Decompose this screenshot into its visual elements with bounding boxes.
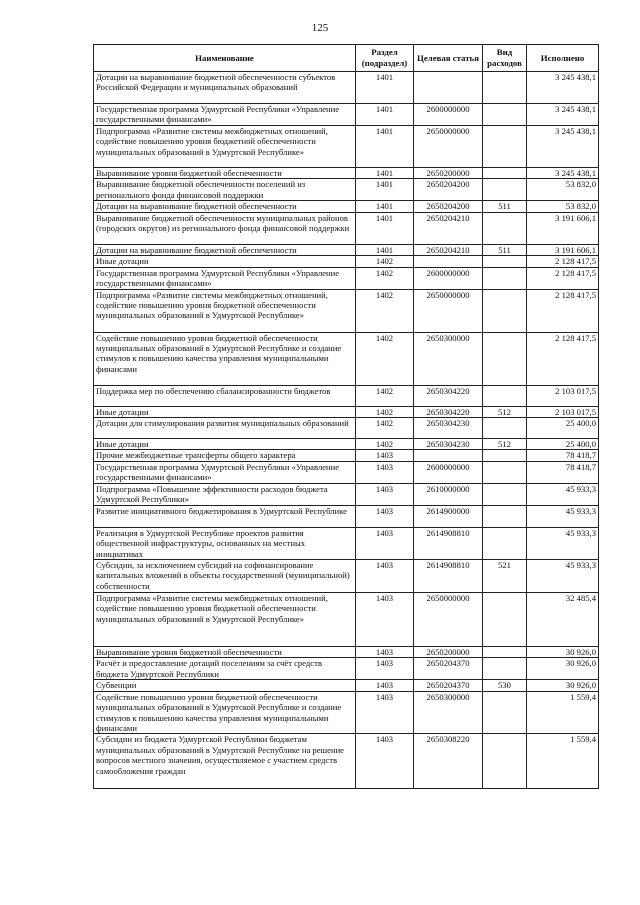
table-row <box>94 289 599 332</box>
table-row <box>94 593 599 647</box>
cell-kind <box>483 267 527 289</box>
cell-name: Субсидии из бюджета Удмуртской Республики бюджетам муниципальных образований в Удмуртской Республике на решение вопросов местного значения, осуществляемое с участием средств самообложения граждан <box>94 734 356 789</box>
cell-kind <box>483 527 527 559</box>
cell-section: 1401 <box>356 201 414 212</box>
cell-name: Подпрограмма «Развитие системы межбюджетных отношений, содействие повышению уровня бюджетной обеспеченности муниципальных образований в Удмуртской Республике» <box>94 289 356 332</box>
cell-done: 30 926,0 <box>527 658 599 680</box>
cell-name: Дотации для стимулирования развития муниципальных образований <box>94 418 356 439</box>
cell-done: 3 191 606,1 <box>527 244 599 255</box>
cell-kind <box>483 418 527 439</box>
cell-kind <box>483 289 527 332</box>
cell-done: 32 485,4 <box>527 593 599 647</box>
cell-target: 2650000000 <box>414 126 483 168</box>
cell-done: 53 832,0 <box>527 201 599 212</box>
cell-section: 1403 <box>356 734 414 789</box>
cell-done: 25 400,0 <box>527 439 599 450</box>
cell-name: Дотации на выравнивание бюджетной обеспеченности <box>94 244 356 255</box>
cell-kind <box>483 179 527 201</box>
cell-kind: 530 <box>483 680 527 691</box>
cell-done: 53 832,0 <box>527 179 599 201</box>
cell-kind: 512 <box>483 439 527 450</box>
cell-target: 2650308220 <box>414 734 483 789</box>
cell-section: 1402 <box>356 418 414 439</box>
cell-done: 1 559,4 <box>527 734 599 789</box>
cell-name: Выравнивание бюджетной обеспеченности поселений из регионального фонда финансовой поддержки <box>94 179 356 201</box>
cell-name: Государственная программа Удмуртской Республики «Управление государственными финансами» <box>94 461 356 483</box>
cell-target: 2650304230 <box>414 439 483 450</box>
cell-section: 1402 <box>356 332 414 385</box>
table-body <box>94 72 599 789</box>
cell-section: 1401 <box>356 72 414 104</box>
table-row <box>94 244 599 255</box>
table-row <box>94 527 599 559</box>
cell-target: 2650304220 <box>414 385 483 406</box>
table-row <box>94 267 599 289</box>
header-done: Исполнено <box>527 45 599 72</box>
cell-target: 2650200000 <box>414 168 483 179</box>
cell-kind: 512 <box>483 406 527 417</box>
cell-target: 2650000000 <box>414 593 483 647</box>
cell-section: 1403 <box>356 680 414 691</box>
cell-done: 2 103 017,5 <box>527 385 599 406</box>
cell-section: 1401 <box>356 168 414 179</box>
cell-section: 1401 <box>356 126 414 168</box>
cell-target: 2650000000 <box>414 289 483 332</box>
cell-section: 1402 <box>356 385 414 406</box>
cell-done: 2 128 417,5 <box>527 256 599 267</box>
cell-done: 30 926,0 <box>527 647 599 658</box>
cell-kind: 511 <box>483 201 527 212</box>
cell-section: 1403 <box>356 647 414 658</box>
table-row <box>94 385 599 406</box>
cell-name: Выравнивание уровня бюджетной обеспеченности <box>94 647 356 658</box>
cell-done: 3 245 438,1 <box>527 72 599 104</box>
cell-kind: 511 <box>483 244 527 255</box>
table-row <box>94 450 599 461</box>
table-row <box>94 734 599 789</box>
cell-section: 1403 <box>356 505 414 527</box>
cell-target: 2650304220 <box>414 406 483 417</box>
cell-name: Содействие повышению уровня бюджетной обеспеченности муниципальных образований в Удмуртской Республике и создание стимулов к повышению качества управления муниципальными финансами <box>94 691 356 734</box>
cell-name: Дотации на выравнивание бюджетной обеспеченности субъектов Российской Федерации и муниципальных образований <box>94 72 356 104</box>
header-kind: Вид расходов <box>483 45 527 72</box>
cell-section: 1402 <box>356 406 414 417</box>
table-row <box>94 439 599 450</box>
cell-done: 45 933,3 <box>527 560 599 593</box>
cell-name: Иные дотации <box>94 439 356 450</box>
cell-target: 2650200000 <box>414 647 483 658</box>
cell-kind <box>483 72 527 104</box>
table-row <box>94 560 599 593</box>
cell-name: Развитие инициативного бюджетирования в Удмуртской Республике <box>94 505 356 527</box>
cell-target <box>414 450 483 461</box>
cell-target: 2614908810 <box>414 527 483 559</box>
cell-target: 2650204200 <box>414 179 483 201</box>
table-row <box>94 201 599 212</box>
cell-kind <box>483 332 527 385</box>
cell-done: 45 933,3 <box>527 483 599 505</box>
cell-name: Субвенции <box>94 680 356 691</box>
cell-name: Подпрограмма «Развитие системы межбюджетных отношений, содействие повышению уровня бюджетной обеспеченности муниципальных образований в Удмуртской Республике» <box>94 126 356 168</box>
cell-done: 2 128 417,5 <box>527 289 599 332</box>
cell-section: 1403 <box>356 450 414 461</box>
header-name: Наименование <box>94 45 356 72</box>
header-section: Раздел (подраздел) <box>356 45 414 72</box>
cell-name: Подпрограмма «Повышение эффективности расходов бюджета Удмуртской Республики» <box>94 483 356 505</box>
cell-section: 1401 <box>356 212 414 244</box>
table-row <box>94 647 599 658</box>
table-header-row <box>94 45 599 72</box>
cell-section: 1401 <box>356 244 414 255</box>
cell-target: 2600000000 <box>414 104 483 126</box>
cell-done: 78 418,7 <box>527 461 599 483</box>
cell-done: 3 245 438,1 <box>527 168 599 179</box>
cell-kind <box>483 593 527 647</box>
cell-kind <box>483 212 527 244</box>
table-row <box>94 658 599 680</box>
expenditure-table <box>93 44 599 789</box>
cell-kind <box>483 734 527 789</box>
cell-section: 1402 <box>356 267 414 289</box>
table-row <box>94 418 599 439</box>
cell-target: 2614908810 <box>414 560 483 593</box>
cell-name: Содействие повышению уровня бюджетной обеспеченности муниципальных образований в Удмуртской Республике и создание стимулов к повышению качества управления муниципальными финансами <box>94 332 356 385</box>
table-row <box>94 332 599 385</box>
cell-target: 2650304230 <box>414 418 483 439</box>
cell-target: 2650300000 <box>414 332 483 385</box>
cell-target: 2610000000 <box>414 483 483 505</box>
cell-kind <box>483 483 527 505</box>
cell-done: 3 191 606,1 <box>527 212 599 244</box>
table-row <box>94 406 599 417</box>
cell-target: 2650204210 <box>414 212 483 244</box>
header-target: Целевая статья <box>414 45 483 72</box>
cell-target <box>414 72 483 104</box>
cell-done: 2 128 417,5 <box>527 267 599 289</box>
table-row <box>94 461 599 483</box>
cell-done: 45 933,3 <box>527 527 599 559</box>
table-row <box>94 179 599 201</box>
cell-done: 78 418,7 <box>527 450 599 461</box>
cell-name: Выравнивание уровня бюджетной обеспеченности <box>94 168 356 179</box>
cell-section: 1401 <box>356 104 414 126</box>
cell-name: Государственная программа Удмуртской Республики «Управление государственными финансами» <box>94 267 356 289</box>
cell-kind <box>483 461 527 483</box>
cell-target: 2650300000 <box>414 691 483 734</box>
cell-name: Выравнивание бюджетной обеспеченности муниципальных районов (городских округов) из регионального фонда финансовой поддержки <box>94 212 356 244</box>
cell-kind <box>483 168 527 179</box>
table-row <box>94 505 599 527</box>
table-row <box>94 104 599 126</box>
cell-section: 1402 <box>356 439 414 450</box>
cell-done: 45 933,3 <box>527 505 599 527</box>
cell-section: 1403 <box>356 658 414 680</box>
cell-done: 3 245 438,1 <box>527 126 599 168</box>
cell-section: 1403 <box>356 593 414 647</box>
cell-kind <box>483 450 527 461</box>
cell-name: Расчёт и предоставление дотаций поселениям за счёт средств бюджета Удмуртской Республики <box>94 658 356 680</box>
cell-name: Реализация в Удмуртской Республике проектов развития общественной инфраструктуры, основанных на местных инициативах <box>94 527 356 559</box>
cell-target: 2650204370 <box>414 680 483 691</box>
cell-name: Прочие межбюджетные трансферты общего характера <box>94 450 356 461</box>
cell-target: 2650204200 <box>414 201 483 212</box>
cell-done: 1 559,4 <box>527 691 599 734</box>
cell-done: 25 400,0 <box>527 418 599 439</box>
cell-kind <box>483 385 527 406</box>
cell-name: Государственная программа Удмуртской Республики «Управление государственными финансами» <box>94 104 356 126</box>
cell-target: 2614900000 <box>414 505 483 527</box>
cell-kind <box>483 126 527 168</box>
cell-kind <box>483 658 527 680</box>
table-row <box>94 256 599 267</box>
cell-target <box>414 256 483 267</box>
table-row <box>94 691 599 734</box>
cell-name: Иные дотации <box>94 406 356 417</box>
table-row <box>94 168 599 179</box>
cell-target: 2650204370 <box>414 658 483 680</box>
cell-name: Дотации на выравнивание бюджетной обеспеченности <box>94 201 356 212</box>
cell-kind <box>483 104 527 126</box>
cell-name: Поддержка мер по обеспечению сбалансированности бюджетов <box>94 385 356 406</box>
cell-kind: 521 <box>483 560 527 593</box>
cell-section: 1403 <box>356 691 414 734</box>
cell-section: 1401 <box>356 179 414 201</box>
cell-name: Иные дотации <box>94 256 356 267</box>
table-row <box>94 483 599 505</box>
cell-done: 2 128 417,5 <box>527 332 599 385</box>
table-row <box>94 680 599 691</box>
cell-section: 1403 <box>356 560 414 593</box>
cell-target: 2600000000 <box>414 267 483 289</box>
cell-section: 1403 <box>356 461 414 483</box>
cell-done: 30 926,0 <box>527 680 599 691</box>
cell-target: 2650204210 <box>414 244 483 255</box>
cell-section: 1403 <box>356 483 414 505</box>
page-number: 125 <box>311 22 329 34</box>
cell-kind <box>483 505 527 527</box>
cell-name: Субсидии, за исключением субсидий на софинансирование капитальных вложений в объекты государственной (муниципальной) собственности <box>94 560 356 593</box>
cell-target: 2600000000 <box>414 461 483 483</box>
cell-kind <box>483 647 527 658</box>
cell-done: 2 103 017,5 <box>527 406 599 417</box>
cell-kind <box>483 256 527 267</box>
table-row <box>94 72 599 104</box>
table-row <box>94 212 599 244</box>
cell-name: Подпрограмма «Развитие системы межбюджетных отношений, содействие повышению уровня бюджетной обеспеченности муниципальных образований в Удмуртской Республике» <box>94 593 356 647</box>
cell-done: 3 245 438,1 <box>527 104 599 126</box>
cell-kind <box>483 691 527 734</box>
cell-section: 1403 <box>356 527 414 559</box>
table-row <box>94 126 599 168</box>
cell-section: 1402 <box>356 289 414 332</box>
cell-section: 1402 <box>356 256 414 267</box>
